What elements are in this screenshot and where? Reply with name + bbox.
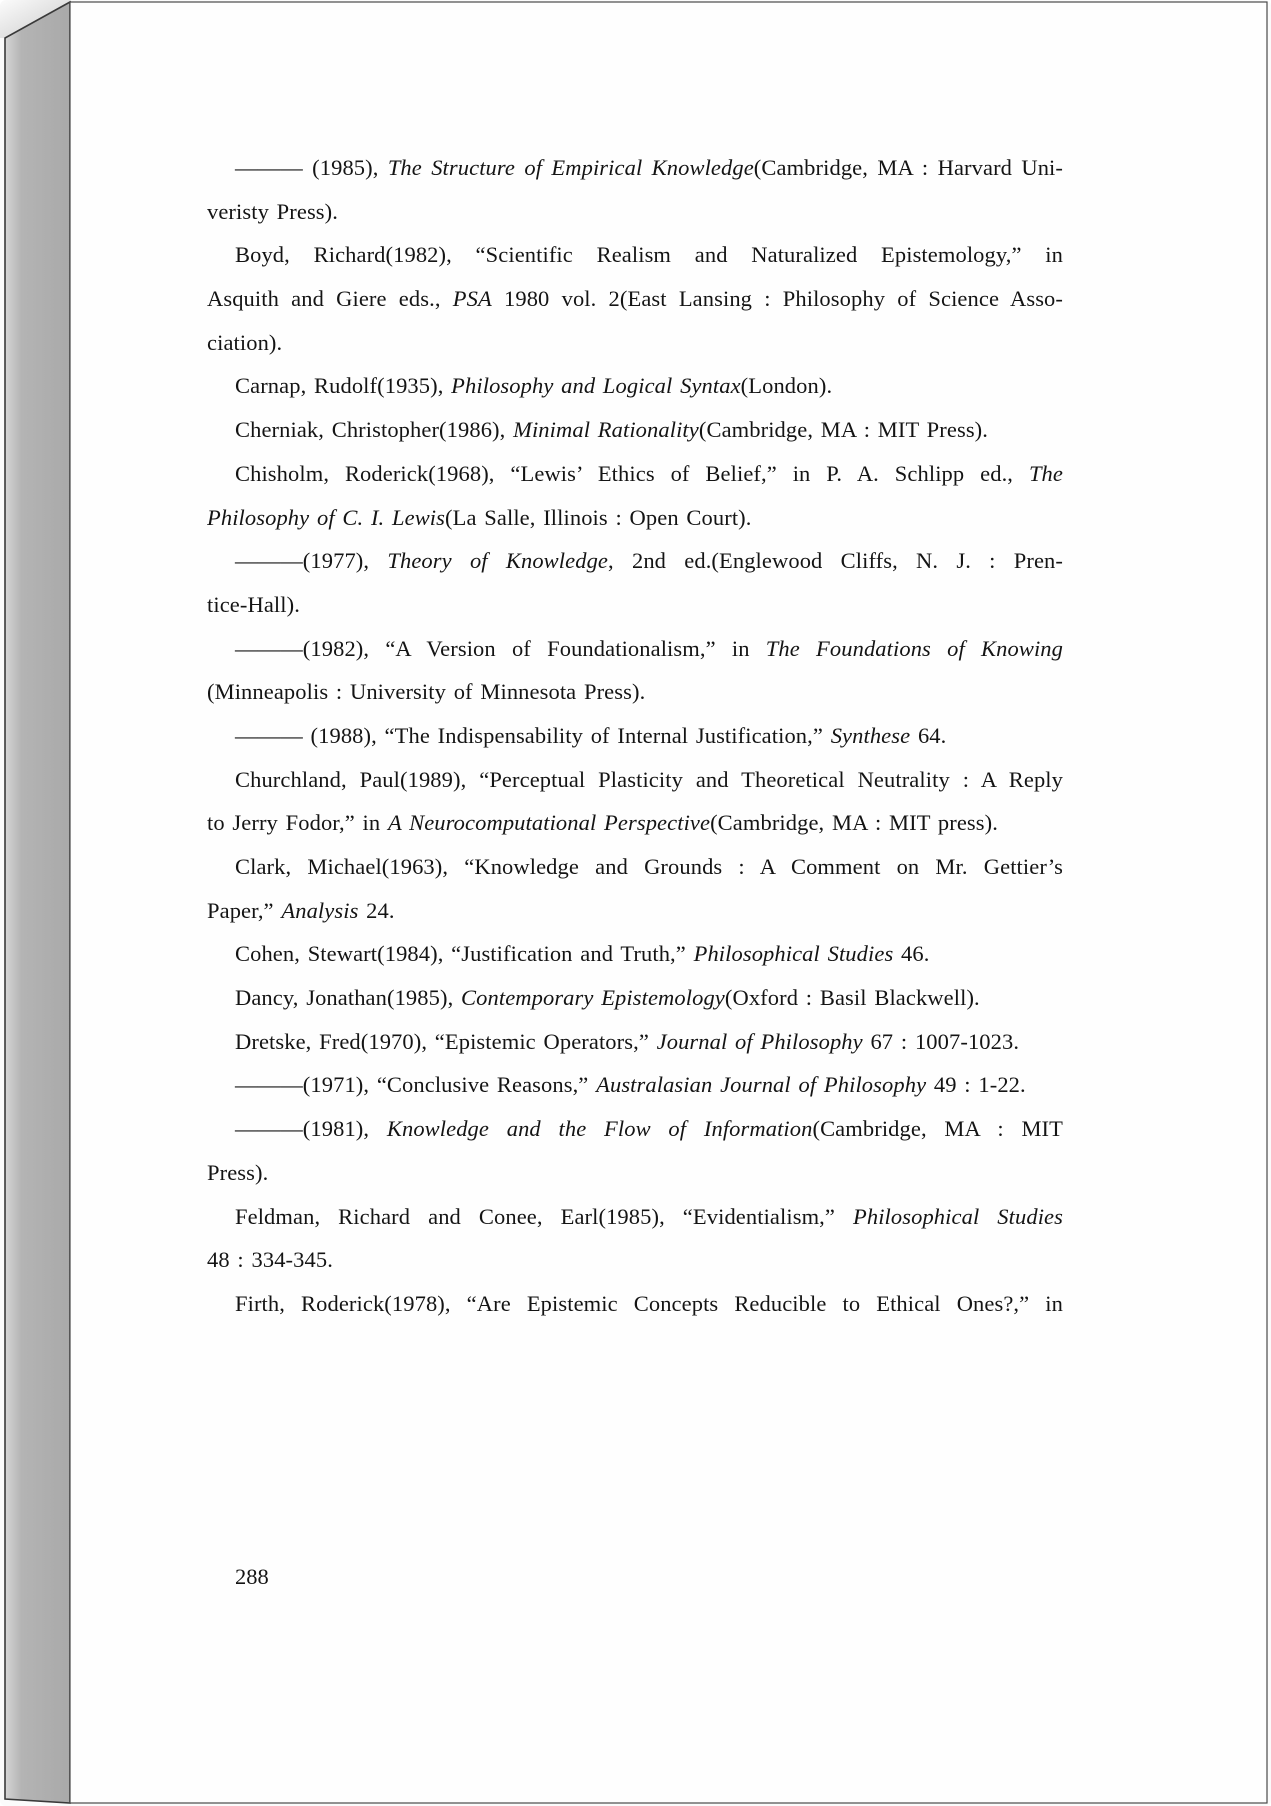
text-segment: to Jerry Fodor,” in — [207, 810, 388, 836]
bibliography-line — [207, 627, 1063, 671]
bibliography-line — [207, 233, 1063, 277]
bibliography-line — [207, 452, 1063, 496]
title-segment: Philosophical Studies — [693, 941, 894, 967]
text-segment: 49 : 1-22. — [926, 1072, 1026, 1098]
bibliography-line — [207, 408, 1063, 452]
text-segment: Carnap, Rudolf(1935), — [235, 373, 452, 399]
text-segment: Cohen, Stewart(1984), “Justification and Truth,” — [235, 941, 694, 967]
bibliography-line — [207, 496, 1063, 540]
text-segment: ———(1981), — [235, 1116, 387, 1142]
title-segment: The Foundations of Knowing — [765, 635, 1063, 661]
bibliography-line — [207, 146, 1063, 190]
title-segment: Knowledge and the Flow of Information — [386, 1116, 813, 1142]
text-segment: (Cambridge, MA : Harvard Uni- — [753, 155, 1063, 180]
title-segment: Journal of Philosophy — [656, 1028, 863, 1054]
bibliography-line — [207, 539, 1063, 583]
text-segment: (La Salle, Illinois : Open Court). — [445, 504, 752, 530]
text-segment: , 2nd ed.(Englewood Cliffs, N. J. : Pren- — [608, 548, 1063, 574]
text-segment: ——— (1985), — [235, 155, 388, 180]
text-segment: (Minneapolis : University of Minnesota Press). — [207, 679, 646, 705]
bibliography-line — [207, 1107, 1063, 1151]
text-segment: Asquith and Giere eds., — [207, 286, 453, 312]
bibliography-line — [207, 976, 1063, 1020]
text-segment: Cherniak, Christopher(1986), — [235, 417, 514, 443]
title-segment: Theory of Knowledge — [387, 548, 609, 574]
text-segment: (Cambridge, MA : MIT press). — [710, 810, 998, 836]
bibliography-line — [207, 1282, 1063, 1326]
title-segment: Synthese — [830, 722, 911, 748]
bibliography-line — [207, 889, 1063, 933]
bibliography-line — [207, 758, 1063, 802]
text-segment: Churchland, Paul(1989), “Perceptual Plasticity and Theoretical Neutrality : A Reply — [235, 766, 1063, 792]
bibliography-line — [207, 670, 1063, 714]
text-segment: veristy Press). — [207, 198, 338, 224]
text-segment: ———(1977), — [235, 548, 388, 574]
text-segment: ———(1982), “A Version of Foundationalism,” in — [235, 635, 766, 661]
title-segment: Philosophical Studies — [853, 1203, 1063, 1229]
bibliography-line — [207, 1151, 1063, 1195]
bibliography — [207, 146, 1063, 1326]
title-segment: Philosophy of C. I. Lewis — [207, 504, 446, 530]
bibliography-line — [207, 1020, 1063, 1064]
bibliography-line — [207, 845, 1063, 889]
text-segment: Dancy, Jonathan(1985), — [235, 985, 462, 1011]
title-segment: The — [1028, 460, 1063, 486]
title-segment: The Structure of Empirical Knowledge — [387, 155, 754, 180]
title-segment: Contemporary Epistemology — [461, 985, 725, 1011]
bibliography-line — [207, 190, 1063, 234]
text-segment: ———(1971), “Conclusive Reasons,” — [235, 1072, 597, 1098]
text-segment: Clark, Michael(1963), “Knowledge and Grounds : A Comment on Mr. Gettier’s — [235, 854, 1063, 879]
title-segment: PSA — [452, 286, 492, 312]
bibliography-line — [207, 1063, 1063, 1107]
page-number: 288 — [235, 1564, 269, 1589]
title-segment: Minimal Rationality — [513, 417, 699, 443]
text-segment: Dretske, Fred(1970), “Epistemic Operators,” — [235, 1028, 657, 1054]
bibliography-line — [207, 277, 1063, 321]
title-segment: Philosophy and Logical Syntax — [451, 373, 741, 399]
bibliography-line — [207, 321, 1063, 365]
text-segment: ciation). — [207, 329, 283, 355]
bibliography-line — [207, 714, 1063, 758]
bibliography-line — [207, 1238, 1063, 1282]
book-page — [70, 2, 1268, 1802]
title-segment: Australasian Journal of Philosophy — [596, 1072, 927, 1098]
text-segment: 46. — [893, 941, 930, 967]
text-segment: (London). — [740, 373, 833, 399]
text-segment: Boyd, Richard(1982), “Scientific Realism and Naturalized Epistemology,” in — [235, 242, 1063, 268]
text-segment: ——— (1988), “The Indispensability of Internal Justification,” — [235, 722, 831, 748]
text-segment: (Cambridge, MA : MIT Press). — [698, 417, 988, 443]
text-segment: (Oxford : Basil Blackwell). — [724, 985, 980, 1011]
text-segment: tice-Hall). — [207, 591, 300, 617]
text-segment: Feldman, Richard and Conee, Earl(1985), “Evidentialism,” — [235, 1203, 853, 1229]
bibliography-line — [207, 1195, 1063, 1239]
bibliography-line — [207, 801, 1063, 845]
bibliography-line — [207, 364, 1063, 408]
title-segment: Analysis — [281, 897, 359, 923]
text-segment: Press). — [207, 1159, 269, 1185]
text-segment: 67 : 1007-1023. — [862, 1028, 1020, 1054]
text-segment: 64. — [910, 722, 947, 748]
text-segment: Paper,” — [207, 897, 282, 923]
text-segment: 1980 vol. 2(East Lansing : Philosophy of Science Asso- — [491, 286, 1063, 312]
text-segment: 24. — [358, 897, 395, 923]
text-segment: 48 : 334-345. — [207, 1247, 333, 1273]
title-segment: A Neurocomputational Perspective — [387, 810, 711, 836]
text-segment: (Cambridge, MA : MIT — [812, 1116, 1063, 1142]
text-segment: Chisholm, Roderick(1968), “Lewis’ Ethics of Belief,” in P. A. Schlipp ed., — [235, 460, 1029, 486]
bibliography-line — [207, 583, 1063, 627]
text-segment: Firth, Roderick(1978), “Are Epistemic Concepts Reducible to Ethical Ones?,” in — [235, 1290, 1063, 1316]
bibliography-line — [207, 932, 1063, 976]
book-edge-shape — [5, 2, 70, 1803]
